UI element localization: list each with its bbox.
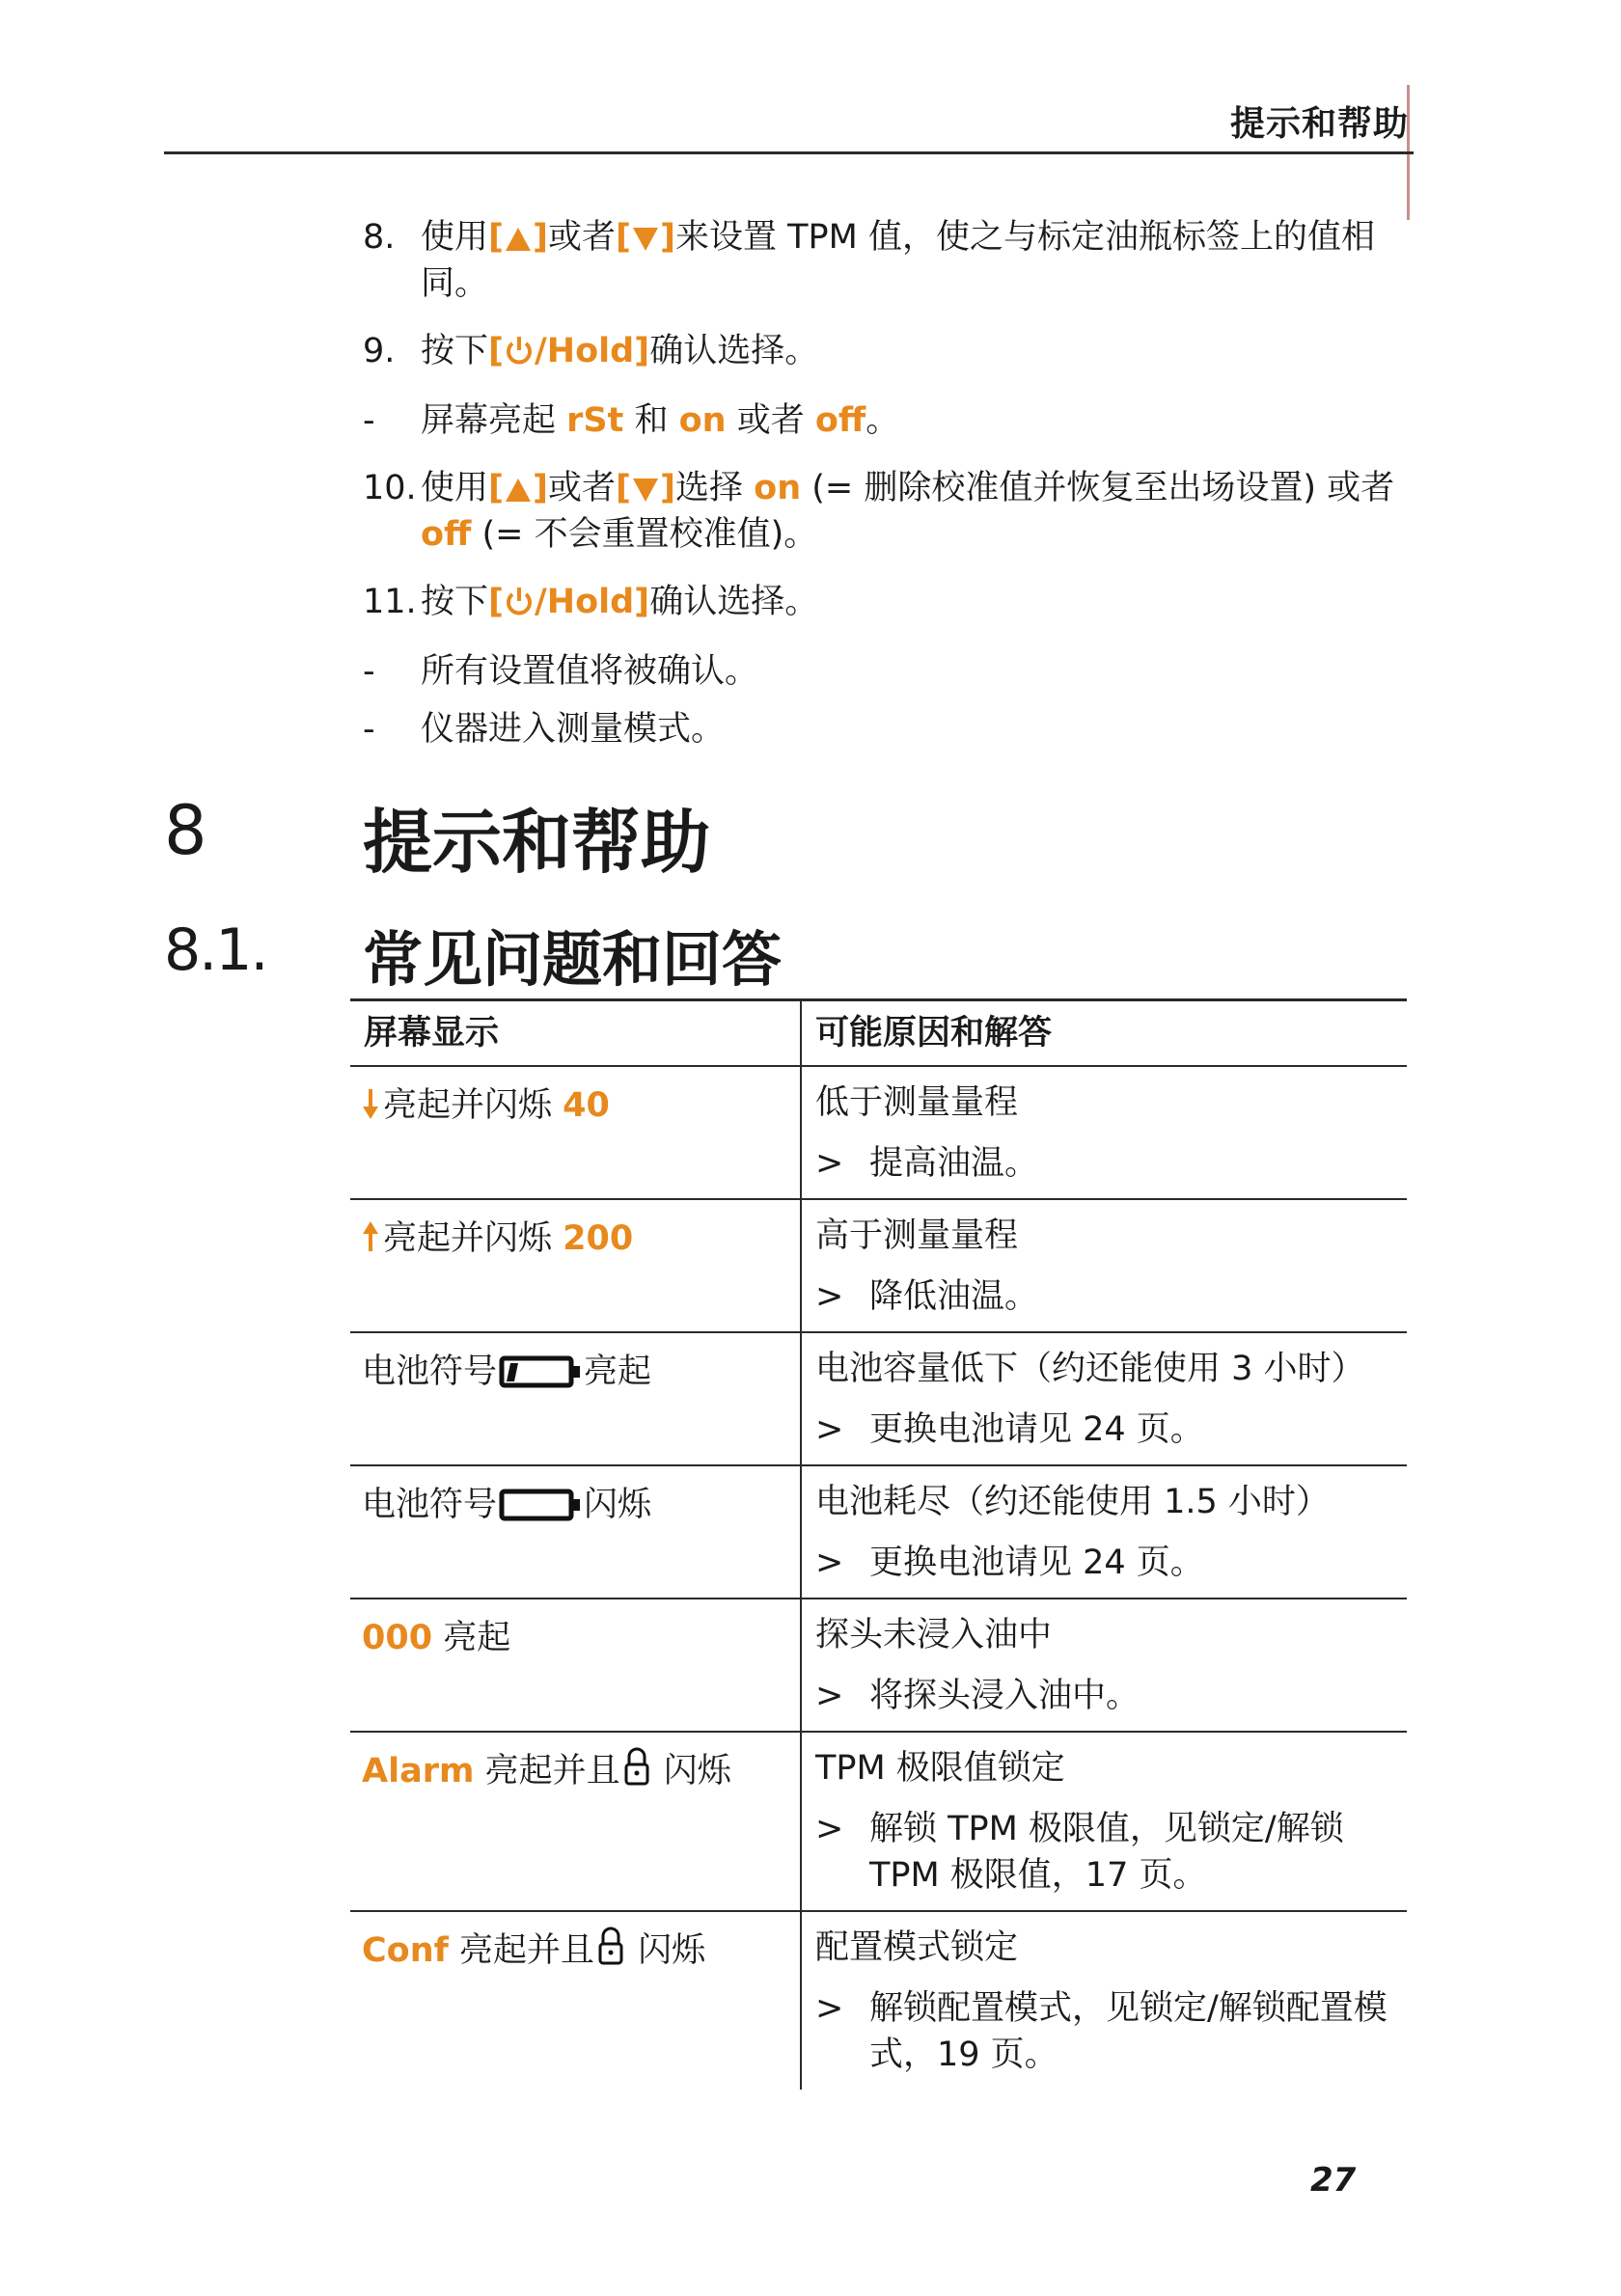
- table-row: [350, 1332, 1407, 1465]
- step-text: 仪器进入测量模式。: [421, 710, 726, 749]
- step-10: [363, 465, 1405, 561]
- subsection-title: 常见问题和回答: [363, 924, 783, 995]
- battery-low-icon: [499, 1355, 582, 1388]
- up-button-icon: [504, 476, 533, 505]
- section-title: 提示和帮助: [363, 802, 711, 883]
- solution-item: > 解锁配置模式，见锁定/解锁配置模式，19 页。: [815, 1985, 1407, 2078]
- solution-item: > 降低油温。: [815, 1273, 1407, 1320]
- arrow-down-icon: [362, 1087, 379, 1120]
- lock-icon: [624, 1747, 649, 1786]
- step-text: 使用[ ]或者[ ]来设置 TPM 值，使之与标定油瓶标签上的值相同。: [421, 218, 1375, 303]
- step-bullet: -: [363, 401, 375, 440]
- step-number: 8.: [363, 218, 396, 257]
- step-8: [363, 214, 1405, 311]
- solution-marker: >: [815, 1544, 844, 1582]
- display-cell: 电池符号 闪烁: [350, 1465, 801, 1599]
- solution-item: > 将探头浸入油中。: [815, 1673, 1407, 1719]
- cause-text: 电池耗尽（约还能使用 1.5 小时）: [815, 1483, 1330, 1521]
- step-bullet: -: [363, 652, 375, 691]
- cause-text: 配置模式锁定: [815, 1928, 1019, 1967]
- step-text: 所有设置值将被确认。: [421, 652, 759, 691]
- cause-cell: [801, 1199, 1407, 1332]
- cause-cell: [801, 1066, 1407, 1199]
- cause-text: 电池容量低下（约还能使用 3 小时）: [815, 1350, 1365, 1388]
- column-header-display: 屏幕显示: [350, 1000, 801, 1067]
- subsection-number: 8.1.: [164, 916, 267, 984]
- down-button-icon: [631, 225, 660, 254]
- solution-item: > 更换电池请见 24 页。: [815, 1540, 1407, 1586]
- step-11: [363, 579, 1405, 627]
- section-number: 8: [164, 791, 207, 870]
- step-text: 使用[ ]或者[ ]选择 on (= 删除校准值并恢复至出场设置) 或者 off (= 不会重置校准值)。: [421, 469, 1395, 554]
- display-cell: Alarm 亮起并且 闪烁: [350, 1732, 801, 1911]
- cause-cell: [801, 1911, 1407, 2090]
- step-text: 按下[ /Hold]确认选择。: [421, 332, 819, 370]
- power-icon: [504, 586, 535, 618]
- cause-cell: [801, 1599, 1407, 1732]
- step-number: 10.: [363, 469, 417, 507]
- arrow-up-icon: [362, 1220, 379, 1253]
- display-cell: 亮起并闪烁 40: [350, 1066, 801, 1199]
- display-cell: Conf 亮起并且 闪烁: [350, 1911, 801, 2090]
- display-cell: 电池符号 亮起: [350, 1332, 801, 1465]
- battery-empty-icon: [499, 1489, 582, 1521]
- table-row: [350, 1911, 1407, 2090]
- column-header-cause: 可能原因和解答: [801, 1000, 1407, 1067]
- solution-marker: >: [815, 1410, 844, 1449]
- cause-cell: [801, 1465, 1407, 1599]
- cause-cell: [801, 1332, 1407, 1465]
- cause-text: 低于测量量程: [815, 1083, 1019, 1122]
- step-9: [363, 328, 1405, 376]
- header-rule: [164, 151, 1414, 154]
- faq-table: [350, 998, 1407, 2090]
- table-row: [350, 1465, 1407, 1599]
- down-button-icon: [631, 476, 660, 505]
- step-text: 按下[ /Hold]确认选择。: [421, 583, 819, 621]
- cause-cell: [801, 1732, 1407, 1911]
- step-number: 9.: [363, 332, 396, 370]
- solution-item: > 更换电池请见 24 页。: [815, 1407, 1407, 1453]
- step-result: [363, 397, 1405, 446]
- lock-icon: [598, 1927, 623, 1965]
- running-header-title: 提示和帮助: [1229, 104, 1409, 144]
- solution-item: > 提高油温。: [815, 1140, 1407, 1187]
- solution-item: > 解锁 TPM 极限值，见锁定/解锁 TPM 极限值，17 页。: [815, 1806, 1407, 1899]
- display-cell: 亮起并闪烁 200: [350, 1199, 801, 1332]
- display-cell: 000 亮起: [350, 1599, 801, 1732]
- cause-text: 高于测量量程: [815, 1216, 1019, 1255]
- step-text: 屏幕亮起 rSt 和 on 或者 off。: [421, 401, 900, 440]
- table-row: [350, 1199, 1407, 1332]
- page-number: 27: [1310, 2161, 1357, 2200]
- table-row: [350, 1732, 1407, 1911]
- solution-marker: >: [815, 1277, 844, 1316]
- step-result: [363, 706, 1405, 754]
- step-number: 11.: [363, 583, 417, 621]
- step-bullet: -: [363, 710, 375, 749]
- table-row: [350, 1066, 1407, 1199]
- step-result: [363, 648, 1405, 697]
- table-header-row: [350, 1000, 1407, 1067]
- power-icon: [504, 335, 535, 368]
- solution-marker: >: [815, 1810, 844, 1848]
- solution-marker: >: [815, 1989, 844, 2028]
- cause-text: TPM 极限值锁定: [815, 1749, 1065, 1788]
- cause-text: 探头未浸入油中: [815, 1616, 1053, 1654]
- table-row: [350, 1599, 1407, 1732]
- solution-marker: >: [815, 1144, 844, 1183]
- up-button-icon: [504, 225, 533, 254]
- solution-marker: >: [815, 1677, 844, 1715]
